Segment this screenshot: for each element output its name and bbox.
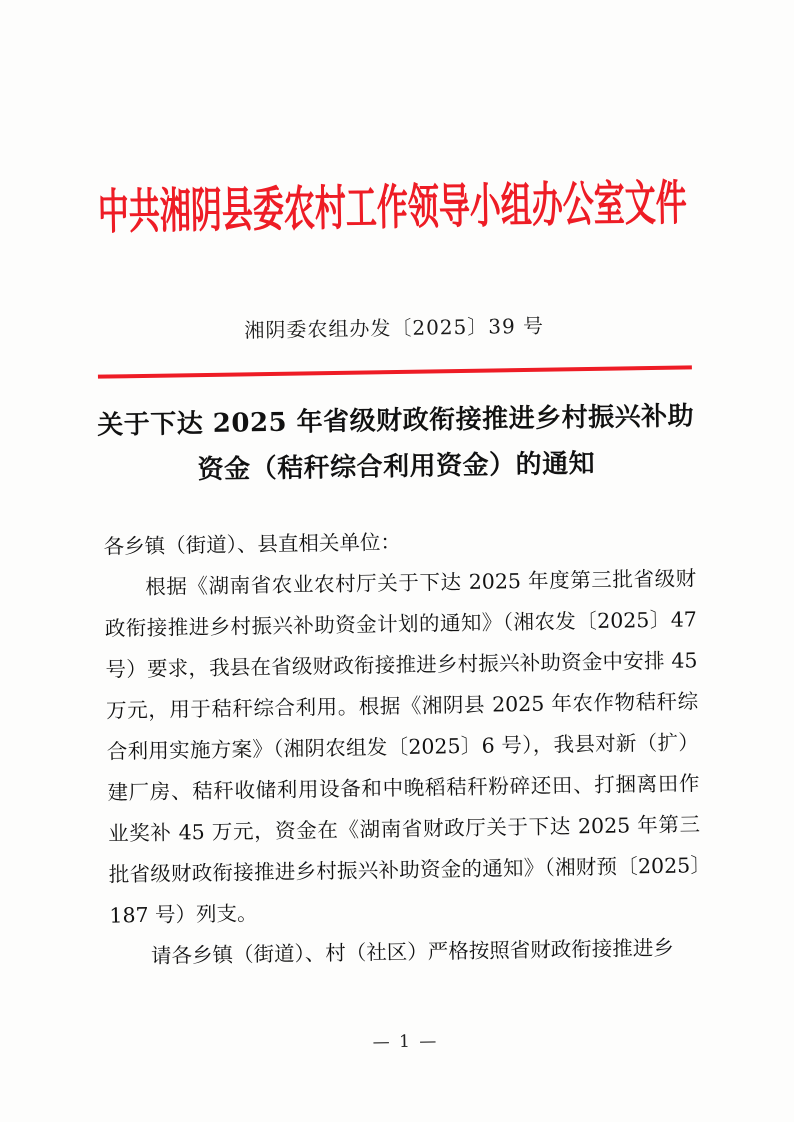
notice-title-line2: 资金（秸秆综合利用资金）的通知 [197,448,596,486]
red-divider-line [98,365,692,378]
notice-title [58,393,733,496]
document-header-title: 中共湘阴县委农村工作领导小组办公室文件 [97,175,688,241]
document-body [103,517,702,977]
page-number: — 1 — [372,1031,439,1053]
document-number: 湘阴委农组办发〔2025〕39 号 [244,313,545,343]
body-paragraph-1: 根据《湖南省农业农村厅关于下达 2025 年度第三批省级财政衔接推进乡村振兴补助资金计划的通知》（湘农发〔2025〕47号）要求，我县在省级财政衔接推进乡村振兴补助资金中安排 45 万元，用于秸秆综合利用。根据《湘阴县 2025 年农作物秸秆综合利用实施方案》（湘阴农组发〔2025〕6 号），我县对新（扩）建厂房、秸秆收储利用设备和中晚稻秸秆粉碎还田、打捆离田作业奖补 45 万元，资金在《湖南省财政厅关于下达 2025 年第三批省级财政衔接推进乡村振兴补助资金的通知》（湘财预〔2025〕187 号）列支。 [104,566,701,928]
body-paragraph-2: 请各乡镇（街道）、村（社区）严格按照省财政衔接推进乡 [150,935,674,968]
salutation: 各乡镇（街道）、县直相关单位： [103,529,402,559]
notice-title-line1: 关于下达 2025 年省级财政衔接推进乡村振兴补助 [96,401,695,441]
